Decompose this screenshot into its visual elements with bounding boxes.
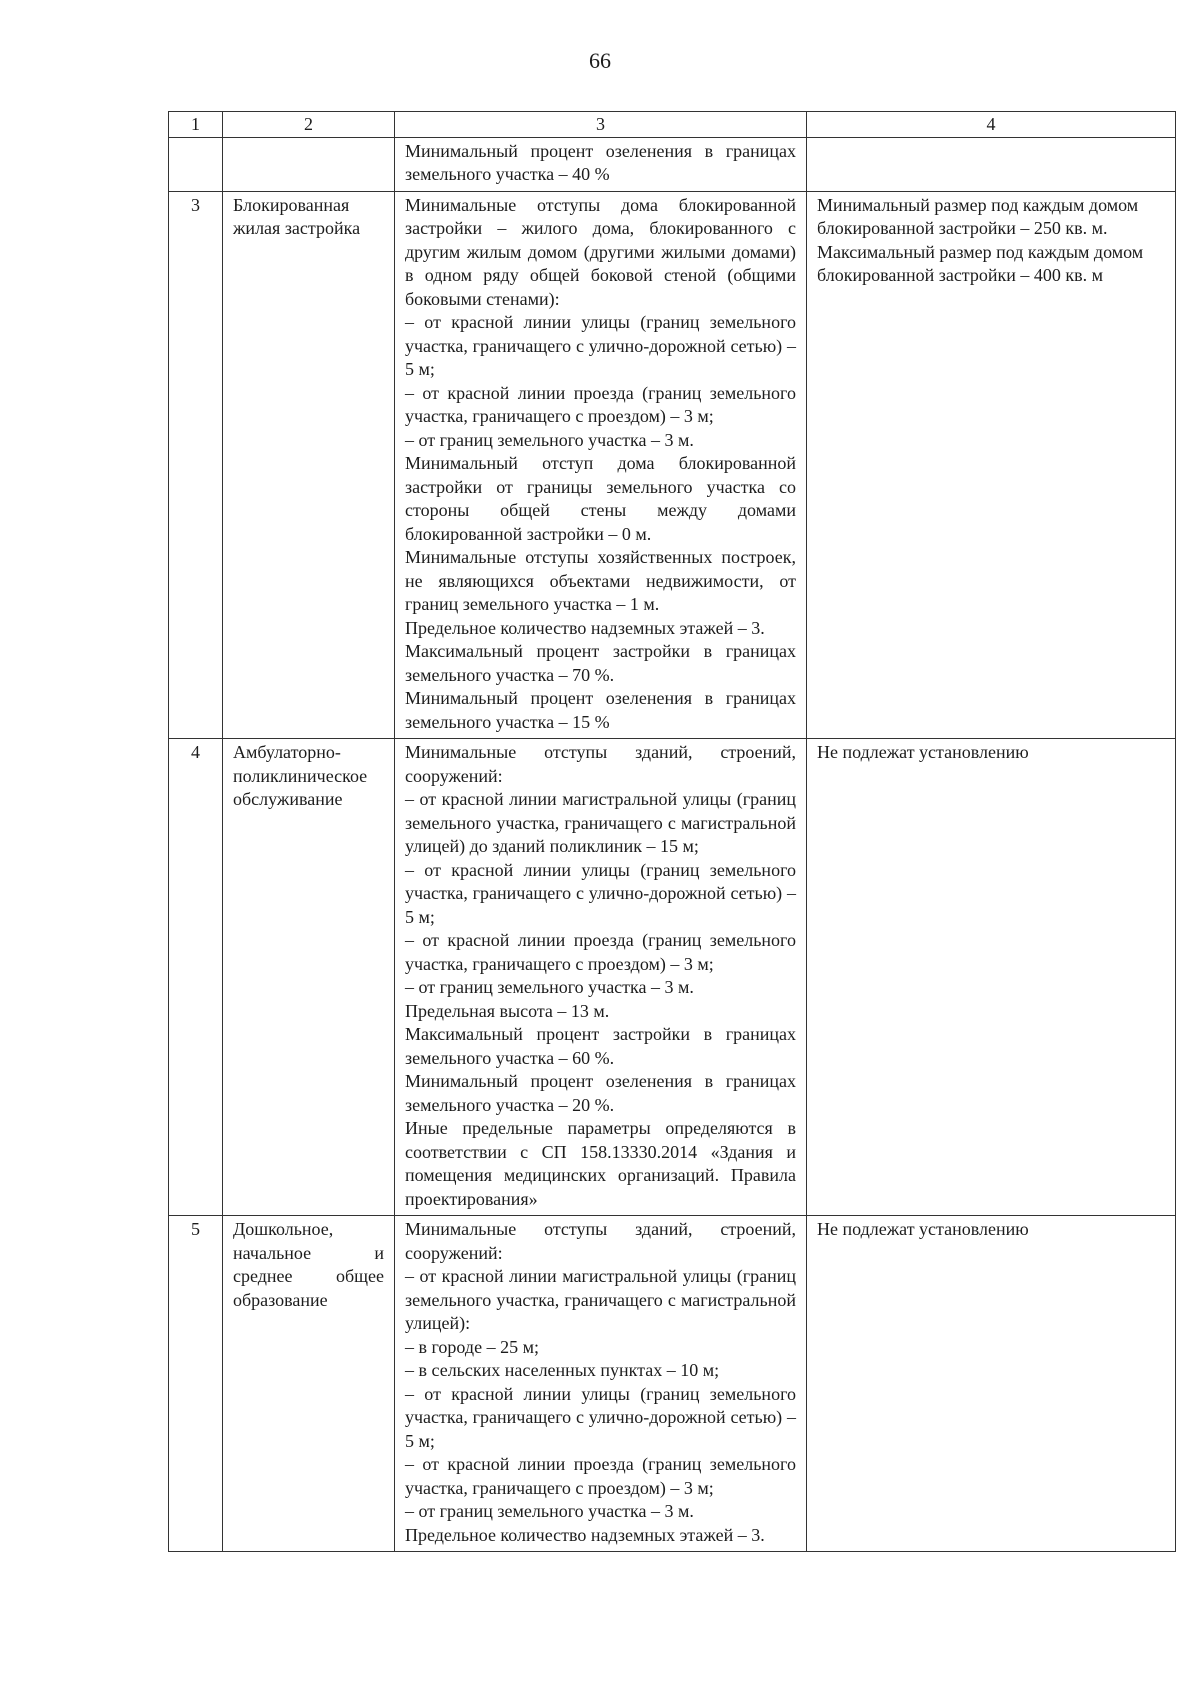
- parameter-line: – от красной линии проезда (границ земельного участка, граничащего с проездом) – 3 м;: [405, 382, 796, 426]
- land-use-type-cell: Блокированная жилая застройка: [223, 191, 395, 739]
- limit-line: Минимальный размер под каждым домом блокированной застройки – 250 кв. м.: [817, 194, 1139, 238]
- parameter-line: Иные предельные параметры определяются в соответствии с СП 158.13330.2014 «Здания и помещения медицинских организаций. Правила проектирования»: [405, 1118, 796, 1209]
- plot-size-limits-cell: [807, 137, 1176, 191]
- table-row: [169, 1216, 1176, 1552]
- parameter-line: – от границ земельного участка – 3 м.: [405, 977, 694, 997]
- row-number-cell: 5: [169, 1216, 223, 1552]
- parameter-line: – от границ земельного участка – 3 м.: [405, 1501, 694, 1521]
- parameter-line: Максимальный процент застройки в границах земельного участка – 70 %.: [405, 641, 796, 685]
- parameter-line: Предельная высота – 13 м.: [405, 1000, 610, 1021]
- table-row: [169, 137, 1176, 191]
- parameter-line: – от красной линии проезда (границ земельного участка, граничащего с проездом) – 3 м;: [405, 930, 796, 974]
- land-use-type-cell: [223, 137, 395, 191]
- header-cell: 1: [169, 112, 223, 138]
- parameter-line: – от красной линии проезда (границ земельного участка, граничащего с проездом) – 3 м;: [405, 1454, 796, 1498]
- parameter-line: Максимальный процент застройки в границах земельного участка – 60 %.: [405, 1024, 796, 1068]
- parameter-line: – от красной линии улицы (границ земельного участка, граничащего с улично-дорожной сетью) – 5 м;: [405, 859, 796, 927]
- parameter-line: – от границ земельного участка – 3 м.: [405, 429, 694, 450]
- parameter-line: – от красной линии магистральной улицы (границ земельного участка, граничащего с магистральной улицей) до зданий поликлиник – 15 м;: [405, 789, 796, 856]
- limit-line: Максимальный размер под каждым домом блокированной застройки – 400 кв. м: [817, 241, 1144, 285]
- parameter-line: – в сельских населенных пунктах – 10 м;: [405, 1360, 720, 1380]
- table-row: [169, 191, 1176, 739]
- parameter-line: – в городе – 25 м;: [405, 1336, 539, 1357]
- parameter-line: – от красной линии магистральной улицы (границ земельного участка, граничащего с магистральной улицей):: [405, 1266, 796, 1333]
- header-cell: 3: [395, 112, 807, 138]
- parameter-line: – от красной линии улицы (границ земельного участка, граничащего с улично-дорожной сетью) – 5 м;: [405, 1383, 796, 1451]
- parameter-line: Минимальный процент озеленения в границах земельного участка – 40 %: [405, 140, 796, 184]
- land-use-type-cell: Амбулаторно-поликлиническое обслуживание: [223, 739, 395, 1216]
- plot-size-limits-cell: [807, 1216, 1176, 1552]
- zoning-parameters-table: [168, 111, 1176, 1552]
- parameter-line: Минимальный процент озеленения в границах земельного участка – 20 %.: [405, 1071, 796, 1115]
- land-use-type-cell: Дошкольное, начальное и среднее общее образование: [223, 1216, 395, 1552]
- limit-line: Не подлежат установлению: [817, 1219, 1029, 1239]
- parameter-line: Минимальный отступ дома блокированной застройки от границы земельного участка со стороны общей стены между домами блокированной застройки – 0 м.: [405, 453, 796, 544]
- parameters-cell: [395, 739, 807, 1216]
- parameters-cell: [395, 191, 807, 739]
- parameter-line: Минимальный процент озеленения в границах земельного участка – 15 %: [405, 688, 796, 732]
- parameter-line: Минимальные отступы зданий, строений, сооружений:: [405, 742, 796, 786]
- parameter-line: Минимальные отступы дома блокированной застройки – жилого дома, блокированного с другим жилым домом (другими жилыми домами) в одном ряду общей боковой стеной (общими боковыми стенами):: [405, 194, 796, 309]
- table-row: [169, 739, 1176, 1216]
- plot-size-limits-cell: [807, 191, 1176, 739]
- row-number-cell: 3: [169, 191, 223, 739]
- row-number-cell: [169, 137, 223, 191]
- parameters-cell: [395, 1216, 807, 1552]
- plot-size-limits-cell: [807, 739, 1176, 1216]
- row-number-cell: 4: [169, 739, 223, 1216]
- limit-line: Не подлежат установлению: [817, 742, 1029, 762]
- parameter-line: Минимальные отступы зданий, строений, сооружений:: [405, 1219, 796, 1263]
- parameter-line: Предельное количество надземных этажей – 3.: [405, 1524, 765, 1545]
- header-cell: 4: [807, 112, 1176, 138]
- parameter-line: – от красной линии улицы (границ земельного участка, граничащего с улично-дорожной сетью) – 5 м;: [405, 312, 796, 379]
- table-header-row: [169, 112, 1176, 138]
- parameter-line: Минимальные отступы хозяйственных построек, не являющихся объектами недвижимости, от границ земельного участка – 1 м.: [405, 547, 796, 614]
- header-cell: 2: [223, 112, 395, 138]
- parameter-line: Предельное количество надземных этажей – 3.: [405, 617, 765, 638]
- parameters-cell: [395, 137, 807, 191]
- page-number: 66: [589, 48, 611, 73]
